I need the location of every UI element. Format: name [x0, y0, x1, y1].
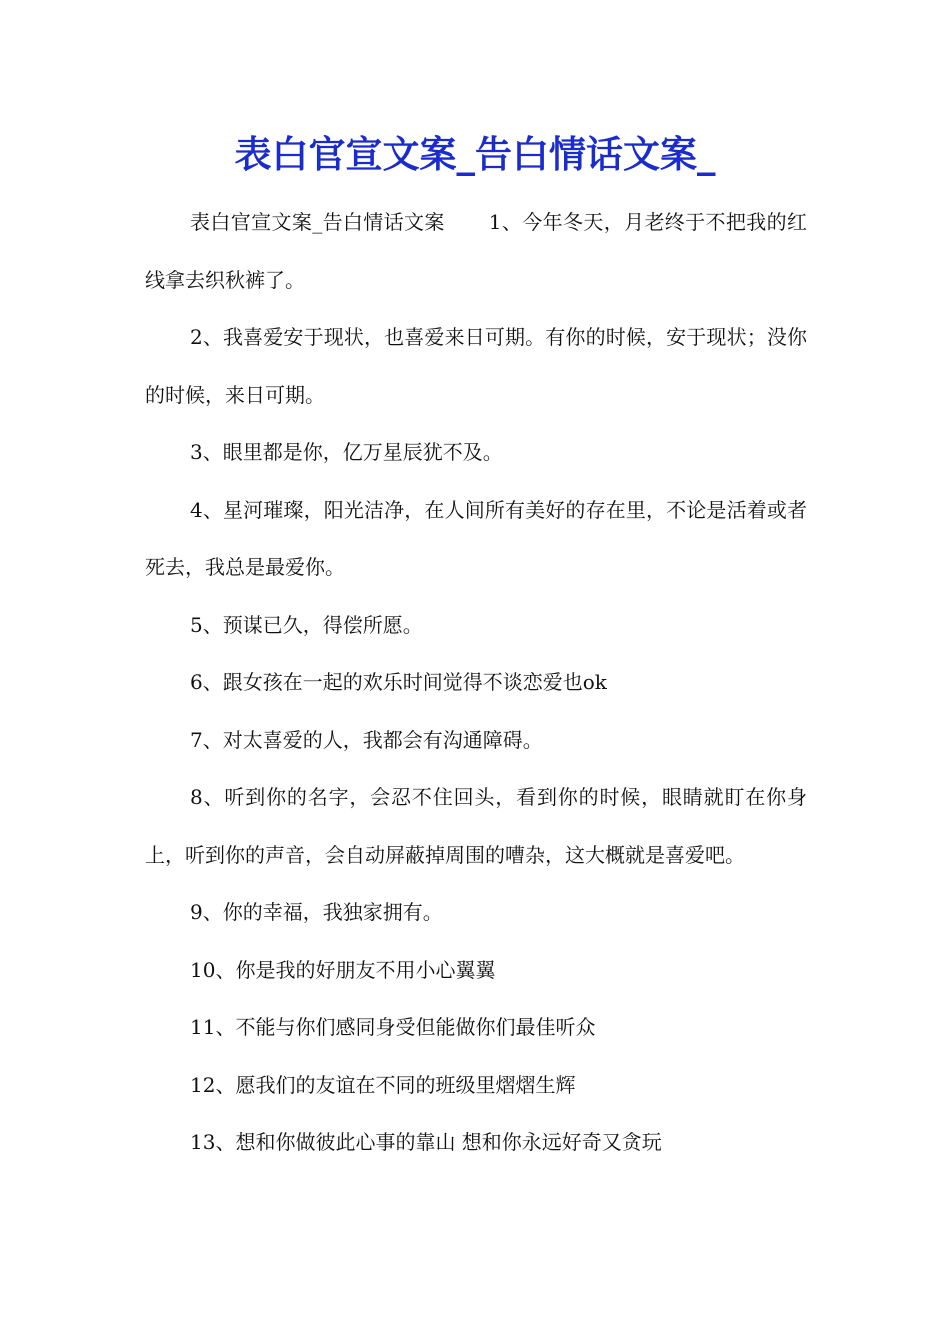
list-item: 13、想和你做彼此心事的靠山 想和你永远好奇又贪玩	[190, 1130, 662, 1154]
list-item: 2、我喜爱安于现状，也喜爱来日可期。有你的时候，安于现状；没你的时候，来日可期。	[145, 325, 807, 407]
list-item: 9、你的幸福，我独家拥有。	[190, 900, 443, 924]
list-item: 12、愿我们的友谊在不同的班级里熠熠生辉	[190, 1072, 576, 1097]
list-item: 10、你是我的好朋友不用小心翼翼	[190, 957, 496, 982]
list-item: 4、星河璀璨，阳光洁净，在人间所有美好的存在里，不论是活着或者死去，我总是最爱你。	[145, 497, 807, 579]
document-body	[145, 194, 807, 1172]
document-title: 表白官宣文案_告白情话文案_	[234, 132, 716, 176]
list-item: 6、跟女孩在一起的欢乐时间觉得不谈恋爱也ok	[190, 670, 607, 694]
list-item: 11、不能与你们感同身受但能做你们最佳听众	[190, 1015, 596, 1039]
intro-first-item: 1、今年冬天，月老终于不把我的红线拿去织秋裤了。	[145, 210, 808, 292]
list-item: 3、眼里都是你，亿万星辰犹不及。	[190, 440, 503, 464]
intro-paragraph	[145, 194, 807, 309]
list-item: 5、预谋已久，得偿所愿。	[190, 612, 423, 637]
intro-lead: 表白官宣文案_告白情话文案	[190, 210, 445, 234]
list-item: 7、对太喜爱的人，我都会有沟通障碍。	[190, 727, 543, 752]
list-item: 8、听到你的名字，会忍不住回头，看到你的时候，眼睛就盯在你身上，听到你的声音，会自动屏蔽掉周围的嘈杂，这大概就是喜爱吧。	[145, 785, 807, 867]
